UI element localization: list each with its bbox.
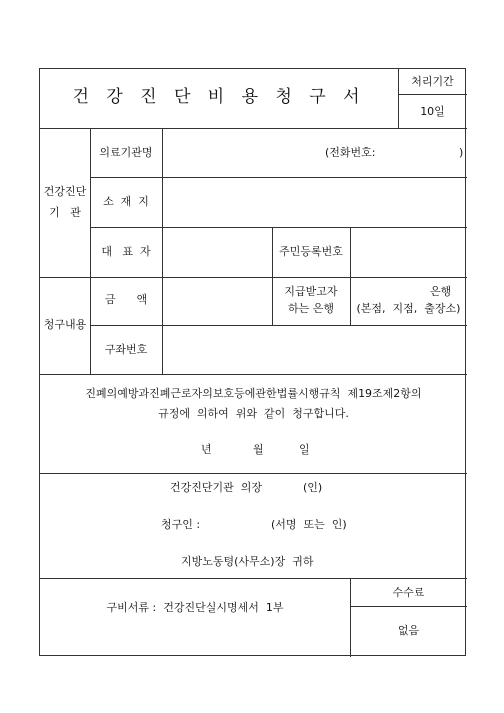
claim-section-label: 청구내용	[43, 318, 87, 331]
divider	[398, 94, 467, 95]
fee-label: 수수료	[392, 586, 425, 599]
processing-period-value: 10일	[420, 105, 445, 118]
address-label: 소 재 지	[103, 195, 149, 208]
fee-value: 없음	[397, 624, 420, 637]
form-title: 건 강 진 단 비 용 청 구 서	[72, 87, 366, 107]
recipient-line: 지방노동텽(사무소)장 귀하	[181, 555, 314, 568]
payee-bank-label: 하는 은행	[287, 302, 334, 315]
divider	[40, 277, 467, 278]
resident-id-label: 주민등록번호	[279, 245, 343, 258]
divider	[40, 473, 467, 474]
processing-period-label: 처리기간	[411, 75, 454, 88]
director-seal: (인)	[303, 481, 323, 494]
divider	[40, 374, 467, 375]
divider	[40, 578, 467, 579]
phone-number-close: )	[459, 146, 464, 159]
medical-institution-name-label: 의료기관명	[99, 146, 153, 159]
statement-text: 규정에 의하여 위와 같이 청구합니다.	[158, 407, 349, 420]
director-line: 건강진단기관 의장	[170, 481, 263, 494]
divider	[90, 177, 467, 178]
date-year: 년	[201, 443, 212, 456]
divider	[162, 128, 163, 374]
date-month: 월	[253, 443, 264, 456]
branch-options: (본점, 지점, 출장소)	[356, 302, 461, 315]
divider	[40, 128, 467, 129]
representative-label: 대 표 자	[101, 245, 151, 258]
claimant-line: 청구인 :	[161, 518, 201, 531]
divider	[90, 325, 467, 326]
claim-form	[39, 68, 466, 656]
institution-section-label: 기 관	[49, 206, 81, 219]
institution-section-label: 건강진단	[43, 185, 87, 198]
divider	[90, 227, 467, 228]
bank-value: 은행	[430, 285, 452, 298]
phone-number-label: (전화번호:	[325, 146, 376, 159]
divider	[350, 606, 467, 607]
required-documents: 구비서류 : 건강진단실시명세서 1부	[106, 601, 284, 614]
payee-bank-label: 지급받고자	[284, 285, 338, 298]
statement-text: 진폐의예방과진폐근로자의보호등에관한법률시행규칙 제19조제2항의	[85, 387, 422, 400]
date-day: 일	[299, 443, 310, 456]
account-number-label: 구좌번호	[104, 343, 148, 356]
claimant-seal: (서명 또는 인)	[271, 518, 347, 531]
amount-label: 금 액	[104, 293, 148, 306]
